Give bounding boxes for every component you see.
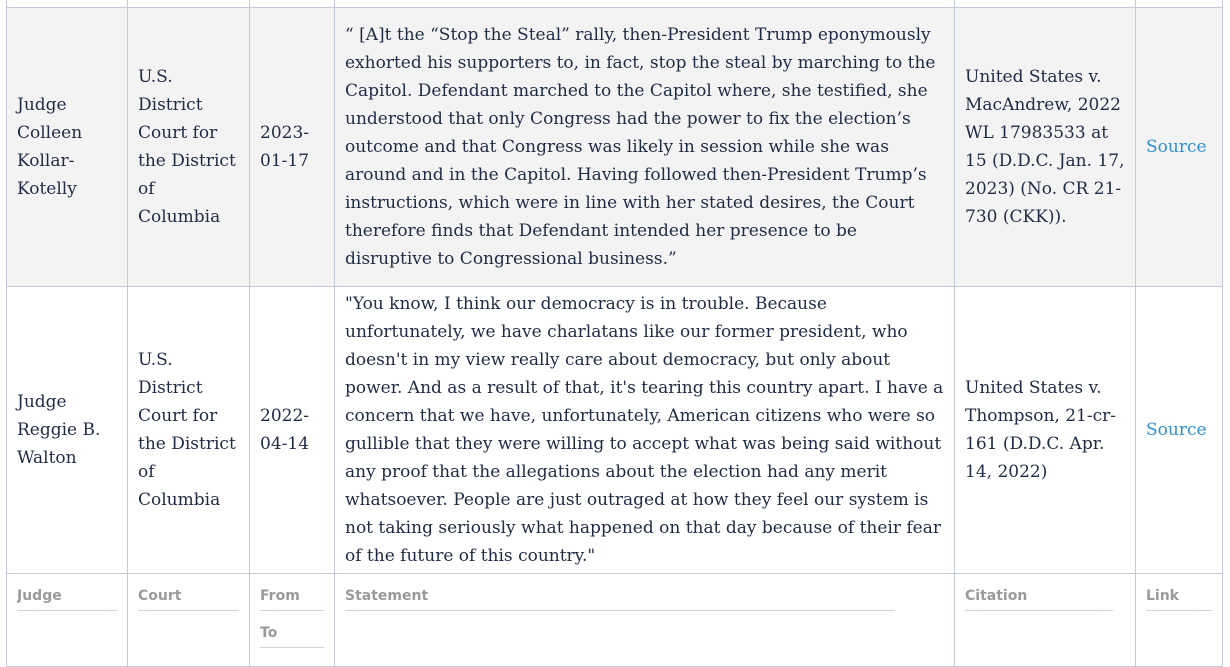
table-row [7,287,1223,574]
citation-filter-input[interactable] [965,586,1113,611]
date-filter-cell [250,574,335,667]
source-link[interactable]: Source [1146,137,1207,157]
judges-table [6,0,1223,667]
judge-filter-cell [7,574,128,667]
source-link[interactable]: Source [1146,420,1207,440]
filter-row [7,574,1223,667]
court-filter-input[interactable] [138,586,239,611]
judge-filter-input[interactable] [17,586,117,611]
statement-cell: "You know, I think our democracy is in trouble. Because unfortunately, we have charlatans like our former president, who doesn't in my view really care about democracy, but only about power. And as a result of that, it's tearing this country apart. I have a concern that we have, unfortunately, American citizens who were so gullible that they were willing to accept what was being said without any proof that the allegations about the election had any merit whatsoever. People are just outraged at how they feel our system is not taking seriously what happened on that day because of their fear of the future of this country." [335,287,955,574]
link-cell [1136,8,1223,287]
judge-cell: Judge Colleen Kollar-Kotelly [7,8,128,287]
date-cell: 2023-01-17 [250,8,335,287]
statement-filter-input[interactable] [345,586,895,611]
court-cell: U.S. District Court for the District of Columbia [128,287,250,574]
link-filter-input[interactable] [1146,586,1212,611]
table-row [7,8,1223,287]
citation-filter-cell [955,574,1136,667]
court-cell: U.S. District Court for the District of Columbia [128,8,250,287]
link-filter-cell [1136,574,1223,667]
to-date-filter-input[interactable] [260,623,324,648]
citation-cell: United States v. MacAndrew, 2022 WL 17983533 at 15 (D.D.C. Jan. 17, 2023) (No. CR 21-730 (CKK)). [955,8,1136,287]
link-cell [1136,287,1223,574]
court-filter-cell [128,574,250,667]
citation-cell: United States v. Thompson, 21-cr-161 (D.D.C. Apr. 14, 2022) [955,287,1136,574]
statement-filter-cell [335,574,955,667]
table-row-partial [7,0,1223,8]
statement-cell: “ [A]t the “Stop the Steal” rally, then-President Trump eponymously exhorted his supporters to, in fact, stop the steal by marching to the Capitol. Defendant marched to the Capitol where, she testified, she understood that only Congress had the power to fix the election’s outcome and that Congress was likely in session while she was around and in the Capitol. Having followed then-President Trump’s instructions, which were in line with her stated desires, the Court therefore finds that Defendant intended her presence to be disruptive to Congressional business.” [335,8,955,287]
from-date-filter-input[interactable] [260,586,324,611]
date-cell: 2022-04-14 [250,287,335,574]
judge-cell: Judge Reggie B. Walton [7,287,128,574]
